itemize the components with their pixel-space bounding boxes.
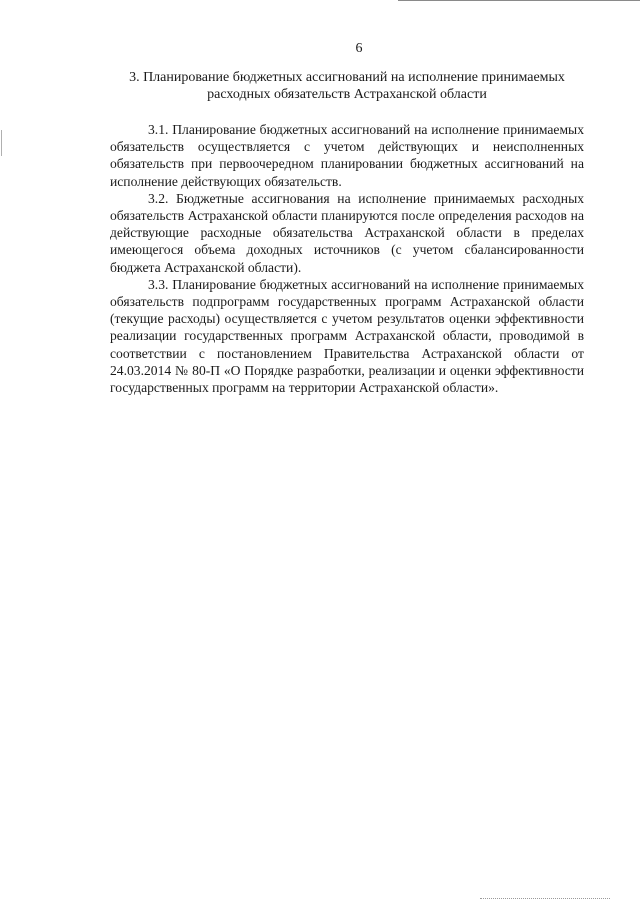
- section-body: [110, 121, 584, 396]
- scan-edge-mark-left: [1, 130, 2, 156]
- scan-edge-mark-bottom: [480, 898, 610, 900]
- scan-edge-mark-top: [398, 0, 640, 1]
- page-number: 6: [355, 41, 363, 56]
- paragraph-3-2: 3.2. Бюджетные ассигнования на исполнение принимаемых расходных обязательств Астраханской области планируются после определения расходов на действующие расходные обязательства Астраханской области в пределах имеющегося объема доходных источников (с учетом сбалансированности бюджета Астраханской области).: [110, 190, 584, 275]
- section-heading: 3. Планирование бюджетных ассигнований на исполнение принимаемых расходных обязательств Астраханской области: [129, 70, 565, 102]
- paragraph-3-3: 3.3. Планирование бюджетных ассигнований на исполнение принимаемых обязательств подпрограмм государственных программ Астраханской области (текущие расходы) осуществляется с учетом результатов оценки эффективности реализации государственных программ Астраханской области, проводимой в соответствии с постановлением Правительства Астраханской области от 24.03.2014 № 80-П «О Порядке разработки, реализации и оценки эффективности государственных программ на территории Астраханской области».: [110, 276, 584, 396]
- paragraph-3-1: 3.1. Планирование бюджетных ассигнований на исполнение принимаемых обязательств осуществляется с учетом действующих и неисполненных обязательств при первоочередном планировании бюджетных ассигнований на исполнение действующих обязательств.: [110, 122, 584, 189]
